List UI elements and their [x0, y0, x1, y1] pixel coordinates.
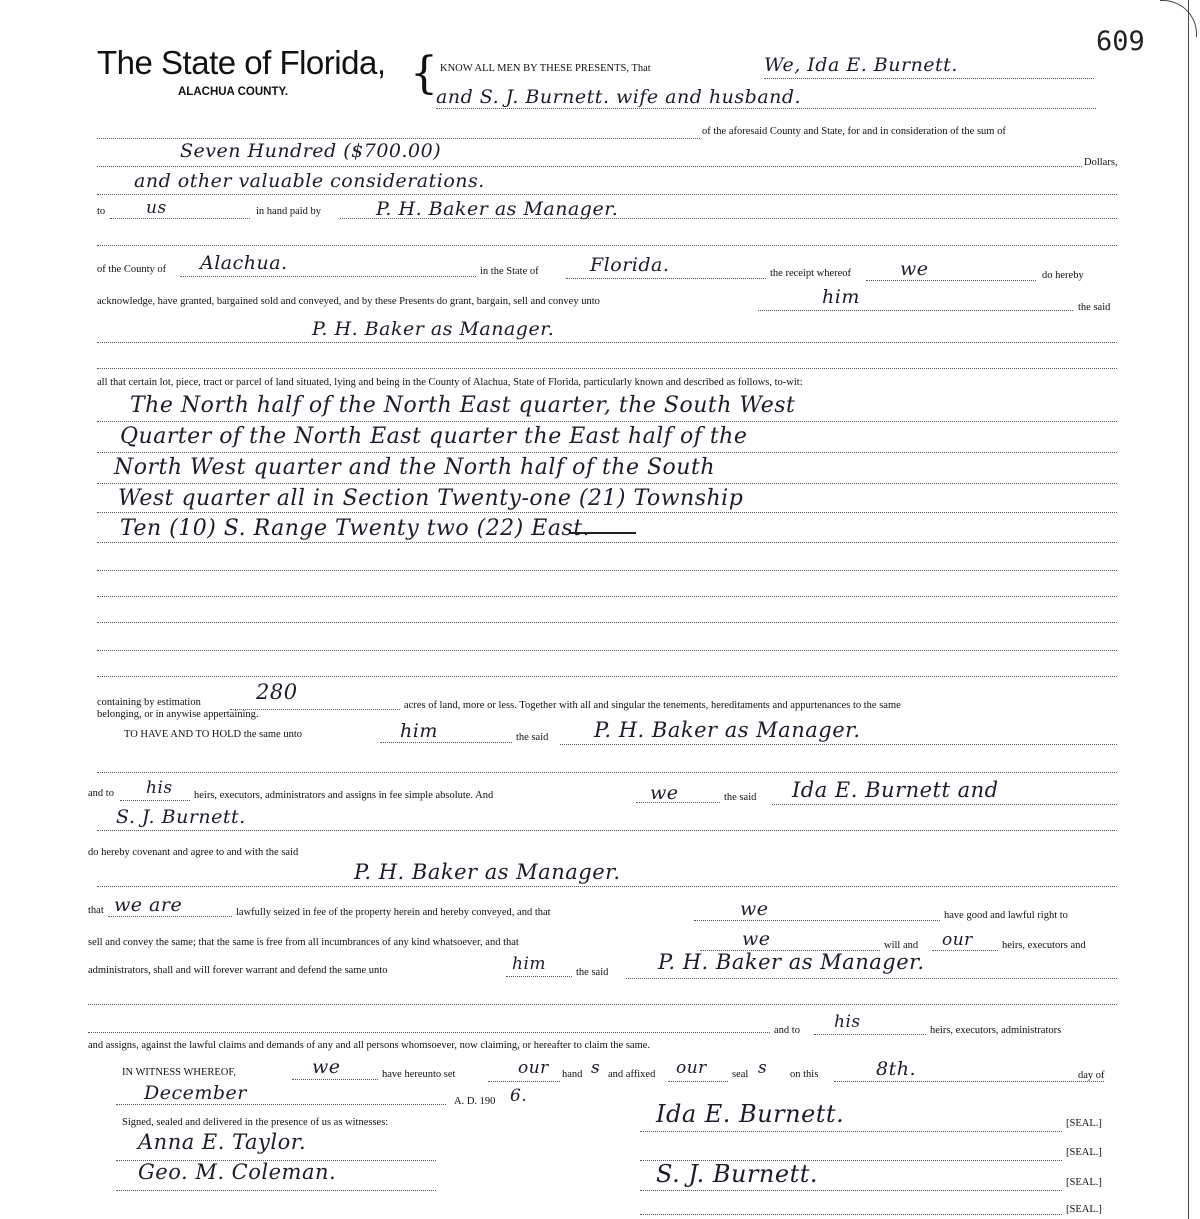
- sell-convey-text: sell and convey the same; that the same is free from all incumbrances of any kind whatsoever, and that: [88, 937, 519, 948]
- blank-line: [866, 280, 1036, 281]
- containing-text: containing by estimation: [97, 697, 201, 708]
- hw-grantors-b: S. J. Burnett.: [116, 806, 246, 828]
- receipt-text: the receipt whereof: [770, 268, 852, 279]
- in-hand-paid-text: in hand paid by: [256, 206, 322, 217]
- signed-text: Signed, sealed and delivered in the presence of us as witnesses:: [122, 1117, 389, 1128]
- blank-line: [116, 1190, 436, 1191]
- hand-text: hand: [562, 1069, 583, 1080]
- blank-line: [108, 916, 232, 917]
- hw-grantors-a: Ida E. Burnett and: [792, 778, 999, 802]
- blank-line: [97, 342, 1117, 343]
- hw-heirs-his: his: [834, 1012, 861, 1032]
- hw-month: December: [144, 1082, 247, 1104]
- heirs-exec-adm-text: heirs, executors, administrators: [930, 1025, 1062, 1036]
- that-text: that: [88, 905, 104, 916]
- blank-line: [380, 742, 512, 743]
- blank-line: [97, 650, 1117, 651]
- seal-label-4: [SEAL.]: [1066, 1204, 1102, 1215]
- hw-hand-whose: our: [518, 1058, 549, 1078]
- do-hereby-text: do hereby: [1042, 270, 1084, 281]
- acres-text: acres of land, more or less. Together with all and singular the tenements, hereditaments and appurtenances to the same: [404, 700, 901, 711]
- day-of-text: day of: [1078, 1070, 1105, 1081]
- assigns-text: and assigns, against the lawful claims and demands of any and all persons whomsoever, now claiming, or hereafter to claim the same.: [88, 1040, 651, 1051]
- heirs-exec-text: heirs, executors and: [1002, 940, 1086, 951]
- hw-signature-1: Ida E. Burnett.: [656, 1100, 845, 1128]
- hw-other-consideration: and other valuable considerations.: [134, 170, 485, 192]
- blank-line: [97, 676, 1117, 677]
- county-heading: ALACHUA COUNTY.: [178, 86, 289, 98]
- ad-text: A. D. 190: [454, 1096, 496, 1107]
- blank-line: [758, 310, 1073, 311]
- blank-line: [97, 452, 1117, 453]
- blank-line: [88, 1004, 1117, 1005]
- blank-line: [88, 1032, 770, 1033]
- to-have-text: TO HAVE AND TO HOLD the same unto: [124, 729, 303, 740]
- blank-line: [932, 950, 998, 951]
- blank-line: [97, 194, 1117, 195]
- blank-line: [97, 245, 1117, 246]
- and-to-text: and to: [88, 788, 114, 799]
- hw-witness-who: we: [312, 1056, 341, 1078]
- blank-line: [97, 772, 1117, 773]
- seal-label-1: [SEAL.]: [1066, 1118, 1102, 1129]
- blank-line: [566, 278, 766, 279]
- blank-line: [436, 108, 1096, 109]
- hw-and-who: we: [650, 782, 679, 804]
- blank-line: [668, 1081, 728, 1082]
- acknowledge-text: acknowledge, have granted, bargained sold and conveyed, and by these Presents do grant, bargain, sell and convey unto: [97, 296, 600, 307]
- of-county-text: of the County of: [97, 264, 167, 275]
- covenant-text: do hereby covenant and agree to and with the said: [88, 847, 299, 858]
- land-desc-text: all that certain lot, piece, tract or parcel of land situated, lying and being in the County of Alachua, State of Florida, particularly known and described as follows, to-wit:: [97, 377, 803, 388]
- to-text: to: [97, 206, 106, 217]
- blank-line: [764, 78, 1094, 79]
- hw-paid-by: P. H. Baker as Manager.: [376, 198, 619, 220]
- hw-hold-unto: him: [400, 720, 438, 742]
- hw-hand-plural: s: [591, 1058, 601, 1078]
- hw-heirs-of: his: [146, 778, 173, 798]
- blank-line: [97, 542, 1117, 543]
- hw-defend-grantee: P. H. Baker as Manager.: [658, 950, 925, 974]
- hw-legal-line-4: West quarter all in Section Twenty-one (21) Township: [118, 486, 744, 511]
- good-right-text: have good and lawful right to: [944, 910, 1068, 921]
- hw-county: Alachua.: [200, 252, 288, 274]
- seal-text: seal: [732, 1069, 749, 1080]
- blank-line: [97, 512, 1117, 513]
- heirs-fee-text: heirs, executors, administrators and assigns in fee simple absolute. And: [194, 790, 494, 801]
- in-state-text: in the State of: [480, 266, 539, 277]
- blank-line: [97, 483, 1117, 484]
- blank-line: [97, 138, 700, 139]
- witness-text: IN WITNESS WHEREOF,: [122, 1067, 236, 1078]
- hw-legal-line-5: Ten (10) S. Range Twenty two (22) East.: [120, 516, 591, 541]
- hw-legal-line-1: The North half of the North East quarter, the South West: [130, 393, 796, 418]
- the-said-text: the said: [1078, 302, 1111, 313]
- blank-line: [694, 920, 940, 921]
- blank-line: [560, 744, 1117, 745]
- blank-line: [814, 1034, 926, 1035]
- blank-line: [340, 218, 1117, 219]
- hw-signature-2: S. J. Burnett.: [656, 1160, 819, 1188]
- seal-label-2: [SEAL.]: [1066, 1147, 1102, 1158]
- hw-seal-whose: our: [676, 1058, 707, 1078]
- blank-line: [97, 830, 1117, 831]
- blank-line: [488, 1081, 560, 1082]
- seal-label-3: [SEAL.]: [1066, 1177, 1102, 1188]
- hw-grantee: P. H. Baker as Manager.: [312, 318, 555, 340]
- hw-that-2: we: [740, 898, 769, 920]
- belonging-text: belonging, or in anywise appertaining.: [97, 709, 259, 720]
- form-title: The State of Florida,: [97, 44, 386, 81]
- page-number: 609: [1096, 26, 1145, 57]
- blank-line: [292, 1079, 378, 1080]
- dollars-text: Dollars,: [1084, 157, 1118, 168]
- hw-grantors-2: and S. J. Burnett. wife and husband.: [436, 86, 802, 108]
- hw-defend-unto: him: [512, 954, 547, 974]
- hw-heirs-whose: our: [942, 930, 973, 950]
- have-set-text: have hereunto set: [382, 1069, 456, 1080]
- the-said-2-text: the said: [516, 732, 549, 743]
- hw-acres: 280: [256, 680, 298, 704]
- hw-witness-1: Anna E. Taylor.: [138, 1130, 307, 1154]
- blank-line: [110, 218, 250, 219]
- blank-line: [834, 1081, 1104, 1082]
- hw-day: 8th.: [876, 1058, 916, 1080]
- blank-line: [120, 800, 190, 801]
- will-and-text: will and: [884, 940, 919, 951]
- administrators-text: administrators, shall and will forever warrant and defend the same unto: [88, 965, 388, 976]
- hw-sum: Seven Hundred ($700.00): [180, 140, 442, 162]
- blank-line: [116, 1104, 446, 1105]
- blank-line: [97, 570, 1117, 571]
- hw-hold-grantee: P. H. Baker as Manager.: [594, 718, 861, 742]
- blank-line: [636, 802, 720, 803]
- blank-line: [180, 276, 476, 277]
- hw-legal-line-2: Quarter of the North East quarter the East half of the: [120, 424, 748, 449]
- hw-unto: him: [822, 286, 860, 308]
- hw-state: Florida.: [590, 254, 670, 276]
- on-this-text: on this: [790, 1069, 819, 1080]
- signature-line: [640, 1214, 1062, 1215]
- intro-text: KNOW ALL MEN BY THESE PRESENTS, That: [440, 63, 651, 74]
- blank-line: [97, 368, 1117, 369]
- brace-glyph: {: [410, 48, 438, 99]
- the-said-4-text: the said: [576, 967, 609, 978]
- hw-will-who: we: [742, 928, 771, 950]
- blank-line: [97, 596, 1117, 597]
- blank-line: [772, 804, 1117, 805]
- hw-legal-line-3: North West quarter and the North half of the South: [114, 455, 715, 480]
- blank-line: [626, 978, 1117, 979]
- blank-line: [97, 886, 1117, 887]
- blank-line: [97, 421, 1117, 422]
- hw-year: 6.: [510, 1086, 528, 1106]
- lawfully-text: lawfully seized in fee of the property herein and hereby conveyed, and that: [236, 907, 551, 918]
- page-edge: [1188, 0, 1193, 1219]
- hw-that-who: we are: [114, 894, 183, 916]
- strikethrough: [570, 532, 636, 534]
- blank-line: [506, 976, 572, 977]
- aforesaid-text: of the aforesaid County and State, for and in consideration of the sum of: [702, 126, 1006, 137]
- hw-witness-2: Geo. M. Coleman.: [138, 1160, 337, 1184]
- hw-seal-plural: s: [758, 1058, 768, 1078]
- signature-line: [640, 1131, 1062, 1132]
- hw-covenant-grantee: P. H. Baker as Manager.: [354, 860, 621, 884]
- and-to-2-text: and to: [774, 1025, 800, 1036]
- hw-to-whom: us: [146, 198, 167, 218]
- the-said-3-text: the said: [724, 792, 757, 803]
- signature-line: [640, 1190, 1062, 1191]
- blank-line: [97, 622, 1117, 623]
- blank-line: [97, 166, 1082, 167]
- hw-receipt-by: we: [900, 258, 929, 280]
- hw-grantors-1: We, Ida E. Burnett.: [764, 54, 958, 76]
- and-affixed-text: and affixed: [608, 1069, 656, 1080]
